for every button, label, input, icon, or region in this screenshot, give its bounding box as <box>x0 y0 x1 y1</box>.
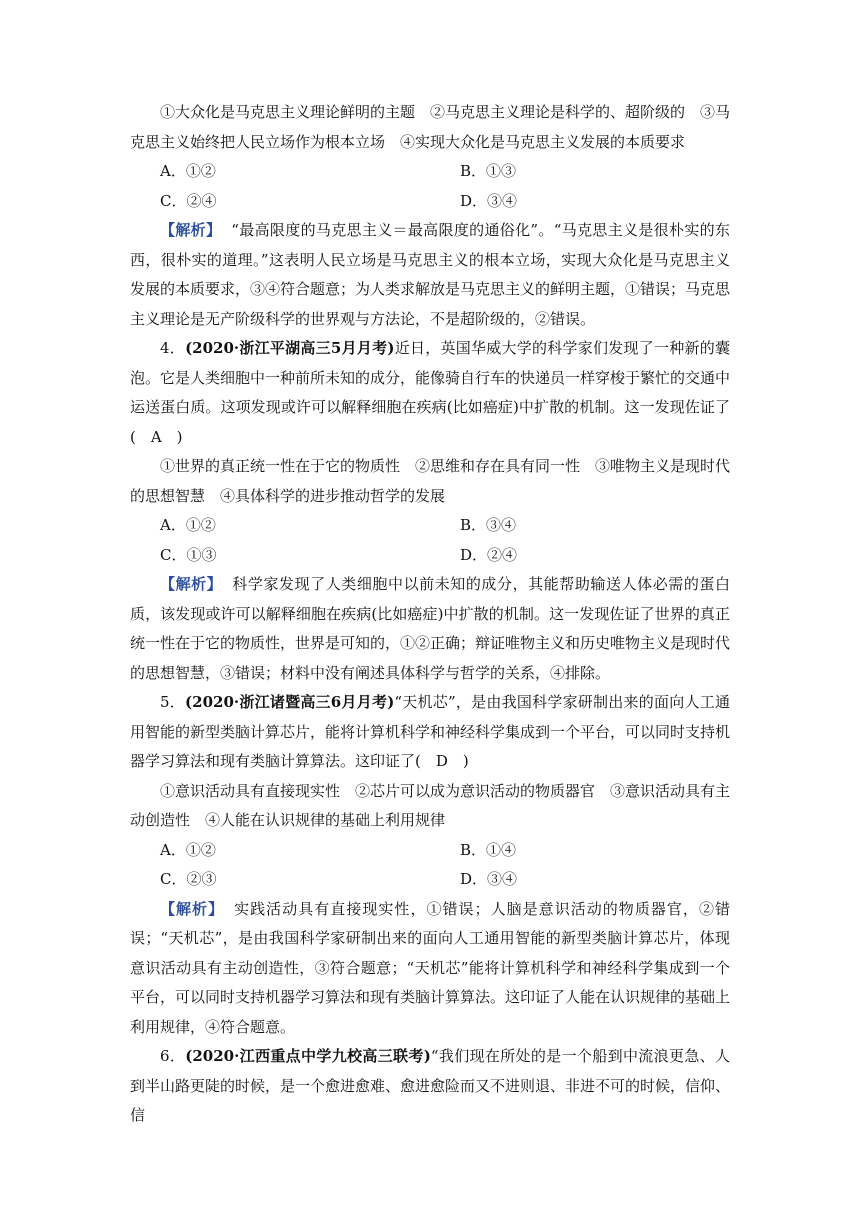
q3-option-b: B．①③ <box>460 162 517 180</box>
q4-stem-text: 近日，英国华威大学的科学家们发现了一种新的囊泡。它是人类细胞中一种前所未知的成分，能像骑自行车的快递员一样穿梭于繁忙的交通中运送蛋白质。这项发现或许可以解释细胞在疾病(比如癌症)中扩散的机制。这一发现佐证了( A ) <box>130 339 731 446</box>
q5-source: (2020·浙江诸暨高三6月月考) <box>185 693 395 711</box>
q3-option-c: C．②④ <box>160 191 217 210</box>
q3-options-row-1 <box>130 157 730 187</box>
q6-stem <box>130 1042 730 1131</box>
q6-number: 6． <box>160 1047 186 1065</box>
q4-options-row-2 <box>130 541 730 571</box>
q3-statements: ①大众化是马克思主义理论鲜明的主题 ②马克思主义理论是科学的、超阶级的 ③马克思主义始终把人民立场作为根本立场 ④实现大众化是马克思主义发展的本质要求 <box>130 103 731 151</box>
q5-statements: ①意识活动具有直接现实性 ②芯片可以成为意识活动的物质器官 ③意识活动具有主动创造性 ④人能在认识规律的基础上利用规律 <box>130 781 731 829</box>
q4-option-d: D．②④ <box>460 545 518 564</box>
q5-stem <box>130 688 730 777</box>
q3-option-a: A．①② <box>160 162 216 180</box>
analysis-label: 【解析】 <box>160 221 222 239</box>
q6-stem-text: “我们现在所处的是一个船到中流浪更急、人到半山路更陡的时候，是一个愈进愈难、愈进愈险而又不进则退、非进不可的时候，信仰、信 <box>130 1047 731 1124</box>
q3-option-d: D．③④ <box>460 191 518 210</box>
q6-source: (2020·江西重点中学九校高三联考) <box>185 1047 431 1065</box>
page-content <box>130 98 730 1131</box>
q5-number: 5． <box>160 693 186 711</box>
q5-option-b: B．①④ <box>460 840 517 859</box>
q4-option-b: B．③④ <box>460 516 517 534</box>
q5-stem-text: “天机芯”，是由我国科学家研制出来的面向人工通用智能的新型类脑计算芯片，能将计算机科学和神经科学集成到一个平台，可以同时支持机器学习算法和现有类脑计算算法。这印证了( D ) <box>130 693 731 770</box>
q5-option-a: A．①② <box>160 840 216 859</box>
analysis-label: 【解析】 <box>160 575 223 593</box>
q4-option-a: A．①② <box>160 516 216 534</box>
q5-options-row-2 <box>130 865 730 895</box>
q4-options-row-1 <box>130 511 730 541</box>
q4-analysis-text: 科学家发现了人类细胞中以前未知的成分，其能帮助输送人体必需的蛋白质，该发现或许可以解释细胞在疾病(比如癌症)中扩散的机制。这一发现佐证了世界的真正统一性在于它的物质性，世界是可知的，①②正确；辩证唯物主义和历史唯物主义是现时代的思想智慧，③错误；材料中没有阐述具体科学与哲学的关系，④排除。 <box>130 575 731 682</box>
q3-analysis-text: “最高限度的马克思主义＝最高限度的通俗化”。“马克思主义是很朴实的东西，很朴实的道理。”这表明人民立场是马克思主义的根本立场，实现大众化是马克思主义发展的本质要求，③④符合题意；为人类求解放是马克思主义的鲜明主题，①错误；马克思主义理论是无产阶级科学的世界观与方法论，不是超阶级的，②错误。 <box>130 221 731 328</box>
q4-statements: ①世界的真正统一性在于它的物质性 ②思维和存在具有同一性 ③唯物主义是现时代的思想智慧 ④具体科学的进步推动哲学的发展 <box>130 457 731 505</box>
q4-analysis <box>130 570 730 688</box>
q3-analysis <box>130 216 730 334</box>
q4-stem <box>130 334 730 452</box>
q4-number: 4． <box>160 339 186 357</box>
q3-options-row-2 <box>130 187 730 217</box>
q4-option-c: C．①③ <box>160 545 217 564</box>
q5-option-c: C．②③ <box>160 870 217 888</box>
q4-source: (2020·浙江平湖高三5月月考) <box>185 339 395 357</box>
analysis-label: 【解析】 <box>160 899 225 918</box>
q5-analysis-text: 实践活动具有直接现实性，①错误；人脑是意识活动的物质器官，②错误；“天机芯”，是由我国科学家研制出来的面向人工通用智能的新型类脑计算芯片，体现意识活动具有主动创造性，③符合题意；“天机芯”能将计算机科学和神经科学集成到一个平台，可以同时支持机器学习算法和现有类脑计算算法。这印证了人能在认识规律的基础上利用规律，④符合题意。 <box>130 899 731 1036</box>
q5-analysis <box>130 895 730 1043</box>
q5-option-d: D．③④ <box>460 870 518 888</box>
q5-options-row-1 <box>130 836 730 866</box>
